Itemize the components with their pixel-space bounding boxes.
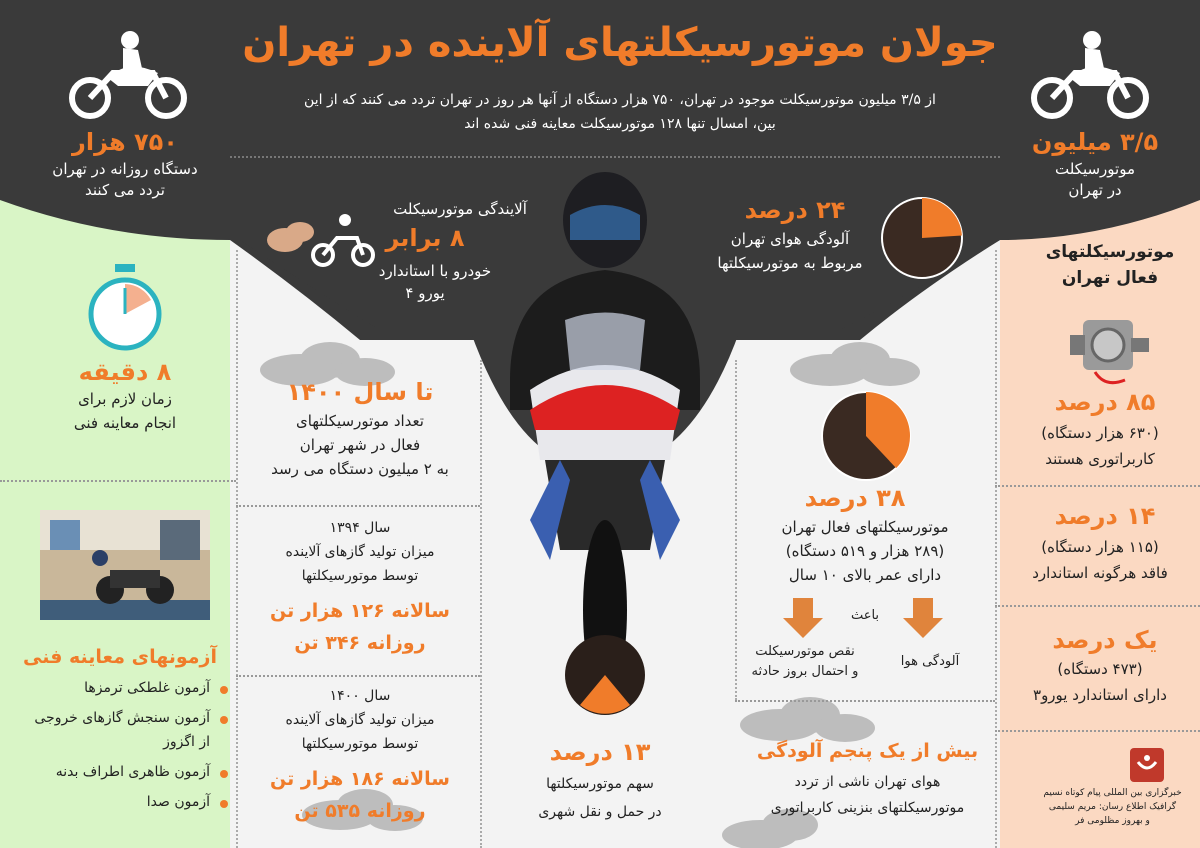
stopwatch-icon <box>85 262 165 352</box>
stat-3-5m: ۳/۵ میلیون <box>1031 128 1159 156</box>
smoking-motorcycle-icon <box>265 210 375 270</box>
stat-13-percent: ۱۳ درصد <box>549 738 651 766</box>
test-item: آزمون ظاهری اطراف بدنه <box>55 764 210 780</box>
credit-line3: و بهروز مظلومی فر <box>1075 816 1150 826</box>
stat-8-min-line1: زمان لازم برای <box>78 390 172 408</box>
share-13-line2: در حمل و نقل شهری <box>538 804 662 820</box>
y1400-line1: سال ۱۴۰۰ <box>329 688 391 704</box>
right-heading-1: موتورسیکلتهای <box>1045 242 1175 262</box>
intro-line-1: از ۳/۵ میلیون موتورسیکلت موجود در تهران، ۷۵۰ هزار دستگاه از آنها هر روز در تهران تردد می کنند که از این <box>304 92 936 108</box>
until-1400-line3: به ۲ میلیون دستگاه می رسد <box>271 460 449 478</box>
cause-accident-line2: و احتمال بروز حادثه <box>751 664 859 679</box>
stat-8-minutes: ۸ دقیقه <box>78 358 172 386</box>
arrow-down-icon <box>903 598 943 638</box>
divider <box>230 156 1000 158</box>
stat-until-1400: تا سال ۱۴۰۰ <box>286 378 434 406</box>
test-item: آزمون صدا <box>146 794 210 810</box>
test-item: آزمون سنجش گازهای خروجی <box>34 710 210 726</box>
cause-accident-line1: نقص موتورسیکلت <box>755 644 855 659</box>
bullet-icon <box>220 686 228 694</box>
p14-line2: فاقد هرگونه استاندارد <box>1032 564 1168 582</box>
stat-24-percent: ۲۴ درصد <box>744 196 846 224</box>
divider <box>995 605 1200 607</box>
stat-one-fifth: بیش از یک پنجم آلودگی <box>756 740 979 762</box>
credit-line2: گرافیک اطلاع رسان: مریم سلیمی <box>1048 802 1177 812</box>
stat-24-line2: مربوط به موتورسیکلتها <box>717 254 863 272</box>
bullet-icon <box>220 716 228 724</box>
y1394-line3: توسط موتورسیکلتها <box>301 568 419 584</box>
fifth-line2: موتورسیکلتهای بنزینی کاربراتوری <box>770 800 965 816</box>
motorcycle-icon <box>1030 28 1150 123</box>
stat-3-5m-line1: موتورسیکلت <box>1054 160 1136 178</box>
y1400-annual: سالانه ۱۸۶ هزار تن <box>270 768 450 790</box>
divider <box>236 250 238 848</box>
p85-line1: (۶۳۰ هزار دستگاه) <box>1041 424 1159 442</box>
until-1400-line1: تعداد موتورسیکلتهای <box>296 412 424 430</box>
divider <box>236 505 480 507</box>
p14-line1: (۱۱۵ هزار دستگاه) <box>1041 538 1159 556</box>
intro-line-2: بین، امسال تنها ۱۲۸ موتورسیکلت معاینه فنی شده اند <box>464 116 776 132</box>
y1400-line2: میزان تولید گازهای آلاینده <box>285 712 435 728</box>
pollution-8x: ۸ برابر <box>385 224 465 252</box>
test-item: از اگزوز <box>163 734 210 750</box>
motorcycle-rider-image <box>470 160 740 720</box>
pie-chart-38 <box>820 390 912 482</box>
divider <box>995 730 1200 732</box>
credit-line1: خبرگزاری بین المللی پیام کوتاه نسیم <box>1043 788 1182 798</box>
stat-750k-line2: تردد می کنند <box>85 181 165 199</box>
until-1400-line2: فعال در شهر تهران <box>299 436 421 454</box>
divider <box>0 480 236 482</box>
divider <box>735 700 995 702</box>
carburetor-icon <box>1065 300 1155 390</box>
active-38-line2: (۲۸۹ هزار و ۵۱۹ دستگاه) <box>785 542 945 560</box>
y1394-annual: سالانه ۱۲۶ هزار تن <box>270 600 450 622</box>
arrow-down-icon <box>783 598 823 638</box>
stat-1-percent: یک درصد <box>1052 626 1158 654</box>
stat-85-percent: ۸۵ درصد <box>1054 388 1156 416</box>
pollution-line2: خودرو با استاندارد <box>378 262 492 280</box>
news-agency-logo <box>1130 748 1164 782</box>
test-item: آزمون غلطکی ترمزها <box>84 680 210 696</box>
fifth-line1: هوای تهران ناشی از تردد <box>794 774 941 790</box>
p1-line2: دارای استاندارد یورو۳ <box>1033 686 1167 704</box>
active-38-line3: دارای عمر بالای ۱۰ سال <box>788 566 942 584</box>
stat-14-percent: ۱۴ درصد <box>1054 502 1156 530</box>
active-38-line1: موتورسیکلتهای فعال تهران <box>781 518 949 536</box>
motorcycle-icon <box>68 28 188 123</box>
y1394-line1: سال ۱۳۹۴ <box>329 520 391 536</box>
pie-slice <box>922 198 962 238</box>
stat-750k: ۷۵۰ هزار <box>72 128 178 156</box>
stat-38-percent: ۳۸ درصد <box>804 484 906 512</box>
share-13-line1: سهم موتورسیکلتها <box>546 776 654 792</box>
page-title: جولان موتورسیکلتهای آلاینده در تهران <box>242 20 998 66</box>
divider <box>995 250 997 848</box>
stat-750k-line1: دستگاه روزانه در تهران <box>52 160 198 178</box>
causes-label: باعث <box>850 608 880 623</box>
p1-line1: (۴۷۳ دستگاه) <box>1057 660 1143 678</box>
stat-24-line1: آلودگی هوای تهران <box>730 230 850 248</box>
stat-8-min-line2: انجام معاینه فنی <box>73 414 177 432</box>
stat-3-5m-line2: در تهران <box>1068 181 1122 199</box>
p85-line2: کاربراتوری هستند <box>1045 450 1155 468</box>
pie-chart-24 <box>880 196 964 280</box>
pollution-line3: یورو ۴ <box>405 284 445 302</box>
pollution-line1: آلایندگی موتورسیکلت <box>393 200 527 218</box>
bullet-icon <box>220 770 228 778</box>
y1400-daily: روزانه ۵۳۵ تن <box>294 800 426 822</box>
y1400-line3: توسط موتورسیکلتها <box>301 736 419 752</box>
cause-air-pollution: آلودگی هوا <box>900 654 960 669</box>
bullet-icon <box>220 800 228 808</box>
inspection-photo <box>40 510 210 620</box>
tests-heading: آزمونهای معاینه فنی <box>22 646 218 668</box>
y1394-line2: میزان تولید گازهای آلاینده <box>285 544 435 560</box>
divider <box>995 485 1200 487</box>
divider <box>236 675 480 677</box>
right-heading-2: فعال تهران <box>1061 268 1159 288</box>
y1394-daily: روزانه ۳۴۶ تن <box>294 632 426 654</box>
